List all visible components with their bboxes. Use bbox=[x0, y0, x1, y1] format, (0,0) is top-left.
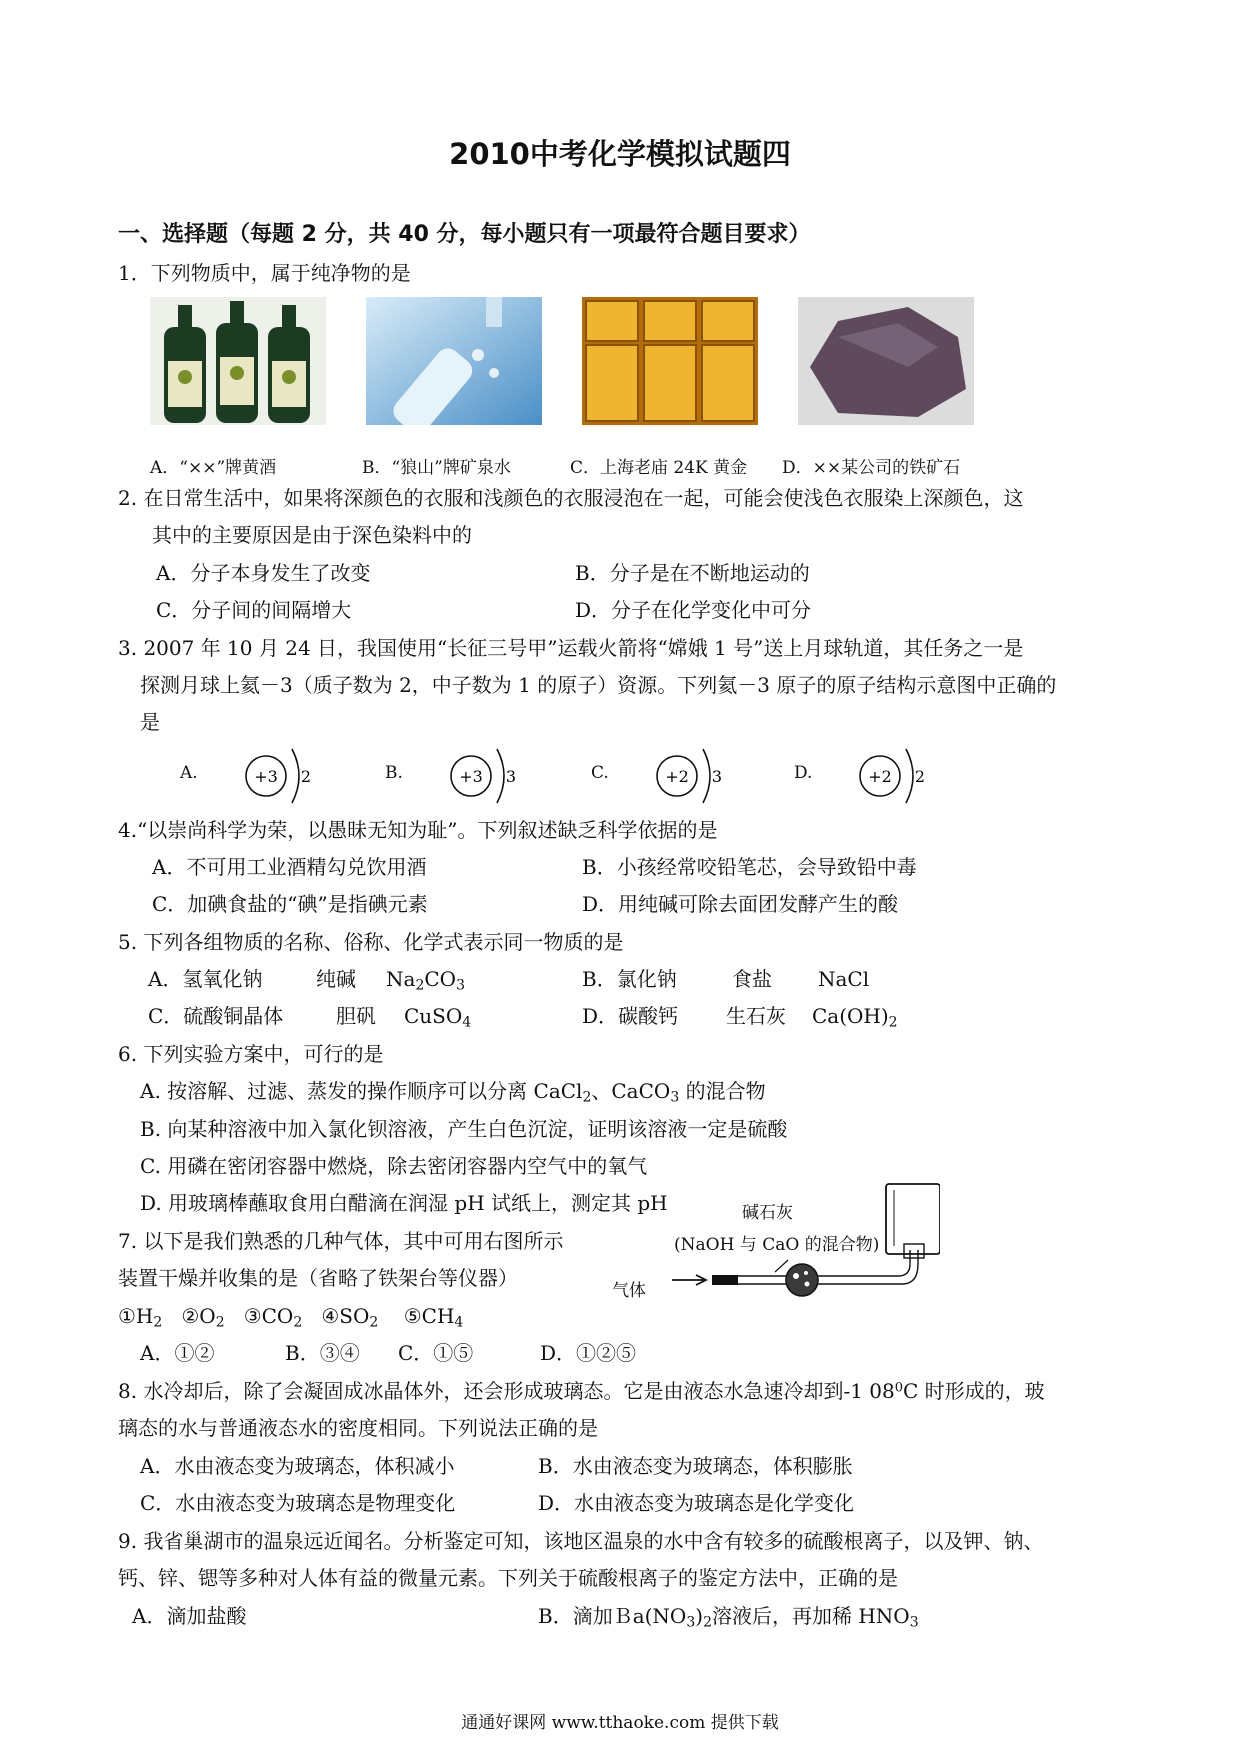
page-footer: 通通好课网 www.tthaoke.com 提供下载 bbox=[461, 1713, 779, 1733]
question-2-option-c: C．分子间的间隔增大 bbox=[156, 598, 352, 622]
atom-diagram-a bbox=[180, 745, 334, 807]
question-3-line-1: 3. 2007 年 10 月 24 日，我国使用“长征三号甲”运载火箭将“嫦娥 1 号”送上月球轨道，其任务之一是 bbox=[118, 636, 1024, 660]
section-heading: 一、选择题（每题 2 分，共 40 分，每小题只有一项最符合题目要求） bbox=[118, 222, 811, 247]
atom-diagram-label: B. bbox=[385, 763, 403, 783]
question-3-line-2: 探测月球上氦－3（质子数为 2，中子数为 1 的原子）资源。下列氦－3 原子的原子结构示意图中正确的 bbox=[140, 673, 1057, 697]
question-4-option-a: A．不可用工业酒精勾兑饮用酒 bbox=[152, 855, 427, 879]
question-5-option-b: B．氯化钠 bbox=[582, 967, 677, 991]
question-7-gas-list: $①H_2$ $②O_2$ $③CO_2$ $④SO_2$ $⑤CH_4$ bbox=[118, 1304, 464, 1331]
question-6-stem: 6. 下列实验方案中，可行的是 bbox=[118, 1042, 384, 1066]
question-2-option-d: D．分子在化学变化中可分 bbox=[575, 598, 812, 622]
gold-bars-photo bbox=[582, 297, 758, 425]
question-5-option-c: C．硫酸铜晶体 bbox=[148, 1004, 284, 1028]
question-6-option-c: C. 用磷在密闭容器中燃烧，除去密闭容器内空气中的氧气 bbox=[140, 1154, 648, 1178]
question-2-option-b: B．分子是在不断地运动的 bbox=[575, 561, 810, 585]
question-2-line-1: 2. 在日常生活中，如果将深颜色的衣服和浅颜色的衣服浸泡在一起，可能会使浅色衣服染上深颜色，这 bbox=[118, 486, 1024, 510]
question-9-option-a: A．滴加盐酸 bbox=[132, 1604, 247, 1628]
question-1-option-b: B．“狼山”牌矿泉水 bbox=[362, 458, 511, 478]
question-1-option-c: C．上海老庙 24K 黄金 bbox=[570, 458, 748, 478]
question-7-option-a: A．①② bbox=[140, 1341, 215, 1365]
question-5-b-formula: NaCl bbox=[818, 967, 870, 991]
question-5-c-common-name: 胆矾 bbox=[336, 1004, 376, 1028]
question-9-option-b: B．滴加$Ba(NO_3)_2$溶液后，再加稀 $HNO_3$ bbox=[538, 1604, 919, 1631]
question-8-option-c: C．水由液态变为玻璃态是物理变化 bbox=[140, 1491, 456, 1515]
question-1-stem: 1．下列物质中，属于纯净物的是 bbox=[118, 261, 411, 285]
question-8-line-2: 璃态的水与普通液态水的密度相同。下列说法正确的是 bbox=[118, 1416, 598, 1440]
atom-diagram-c bbox=[591, 745, 745, 807]
question-5-stem: 5. 下列各组物质的名称、俗称、化学式表示同一物质的是 bbox=[118, 930, 624, 954]
question-4-option-d: D．用纯碱可除去面团发酵产生的酸 bbox=[582, 892, 899, 916]
atom-electron-count: 2 bbox=[300, 767, 312, 786]
atom-diagram-b bbox=[385, 745, 539, 807]
figure-label-soda-lime: 碱石灰 bbox=[742, 1203, 793, 1223]
atom-diagram-label: A. bbox=[180, 763, 198, 783]
question-4-stem: 4.“以崇尚科学为荣，以愚昧无知为耻”。下列叙述缺乏科学依据的是 bbox=[118, 818, 718, 842]
question-3-line-3: 是 bbox=[140, 710, 160, 734]
question-7-option-d: D．①②⑤ bbox=[540, 1341, 637, 1365]
question-5-d-common-name: 生石灰 bbox=[726, 1004, 786, 1028]
yellow-wine-photo bbox=[150, 297, 326, 425]
atom-diagram-d bbox=[794, 745, 948, 807]
question-5-a-common-name: 纯碱 bbox=[316, 967, 356, 991]
drying-apparatus-diagram bbox=[660, 1180, 940, 1310]
question-2-option-a: A．分子本身发生了改变 bbox=[156, 561, 371, 585]
question-6-option-a: A. 按溶解、过滤、蒸发的操作顺序可以分离 CaCl$_2$、CaCO$_3$ 的混合物 bbox=[140, 1079, 766, 1106]
question-1-option-d: D．××某公司的铁矿石 bbox=[782, 458, 961, 478]
figure-label-mixture: (NaOH 与 CaO 的混合物) bbox=[674, 1235, 880, 1255]
atom-nucleus-charge: +3 bbox=[459, 767, 483, 786]
atom-diagram-label: C. bbox=[591, 763, 609, 783]
page-title: 2010中考化学模拟试题四 bbox=[449, 137, 791, 171]
question-8-line-1: 8. 水冷却后，除了会凝固成冰晶体外，还会形成玻璃态。它是由液态水急速冷却到-1 $08^0C$ 时形成的，玻 bbox=[118, 1379, 1045, 1403]
figure-label-gas: 气体 bbox=[612, 1281, 646, 1301]
atom-nucleus-charge: +2 bbox=[665, 767, 689, 786]
atom-electron-count: 2 bbox=[914, 767, 926, 786]
question-7-option-b: B．③④ bbox=[285, 1341, 360, 1365]
atom-nucleus-charge: +3 bbox=[254, 767, 278, 786]
question-8-option-b: B．水由液态变为玻璃态，体积膨胀 bbox=[538, 1454, 853, 1478]
atom-diagram-label: D. bbox=[794, 763, 813, 783]
question-8-option-a: A．水由液态变为玻璃态，体积减小 bbox=[140, 1454, 455, 1478]
question-5-a-formula: $Na_2CO_3$ bbox=[386, 967, 465, 994]
question-5-b-common-name: 食盐 bbox=[732, 967, 772, 991]
question-6-option-d: D. 用玻璃棒蘸取食用白醋滴在润湿 pH 试纸上，测定其 pH bbox=[140, 1191, 668, 1215]
question-5-option-d: D．碳酸钙 bbox=[582, 1004, 679, 1028]
question-2-line-2: 其中的主要原因是由于深色染料中的 bbox=[152, 523, 472, 547]
question-5-d-formula: $Ca(OH)_2$ bbox=[812, 1004, 898, 1031]
question-4-option-c: C．加碘食盐的“碘”是指碘元素 bbox=[152, 892, 428, 916]
question-1-option-a: A．“××”牌黄酒 bbox=[150, 458, 277, 478]
question-6-option-b: B. 向某种溶液中加入氯化钡溶液，产生白色沉淀，证明该溶液一定是硫酸 bbox=[140, 1117, 788, 1141]
atom-nucleus-charge: +2 bbox=[868, 767, 892, 786]
question-9-line-2: 钙、锌、锶等多种对人体有益的微量元素。下列关于硫酸根离子的鉴定方法中，正确的是 bbox=[118, 1566, 898, 1590]
question-5-c-formula: CuSO$_4$ bbox=[404, 1004, 472, 1031]
question-7-line-2: 装置干燥并收集的是（省略了铁架台等仪器） bbox=[118, 1266, 518, 1290]
question-4-option-b: B．小孩经常咬铅笔芯，会导致铅中毒 bbox=[582, 855, 917, 879]
question-7-option-c: C．①⑤ bbox=[398, 1341, 474, 1365]
mineral-water-photo bbox=[366, 297, 542, 425]
question-5-option-a: A．氢氧化钠 bbox=[148, 967, 263, 991]
atom-electron-count: 3 bbox=[711, 767, 723, 786]
question-8-option-d: D．水由液态变为玻璃态是化学变化 bbox=[538, 1491, 855, 1515]
iron-ore-photo bbox=[798, 297, 974, 425]
atom-electron-count: 3 bbox=[505, 767, 517, 786]
question-7-line-1: 7. 以下是我们熟悉的几种气体，其中可用右图所示 bbox=[118, 1229, 564, 1253]
question-9-line-1: 9. 我省巢湖市的温泉远近闻名。分析鉴定可知，该地区温泉的水中含有较多的硫酸根离子，以及钾、钠、 bbox=[118, 1529, 1044, 1553]
